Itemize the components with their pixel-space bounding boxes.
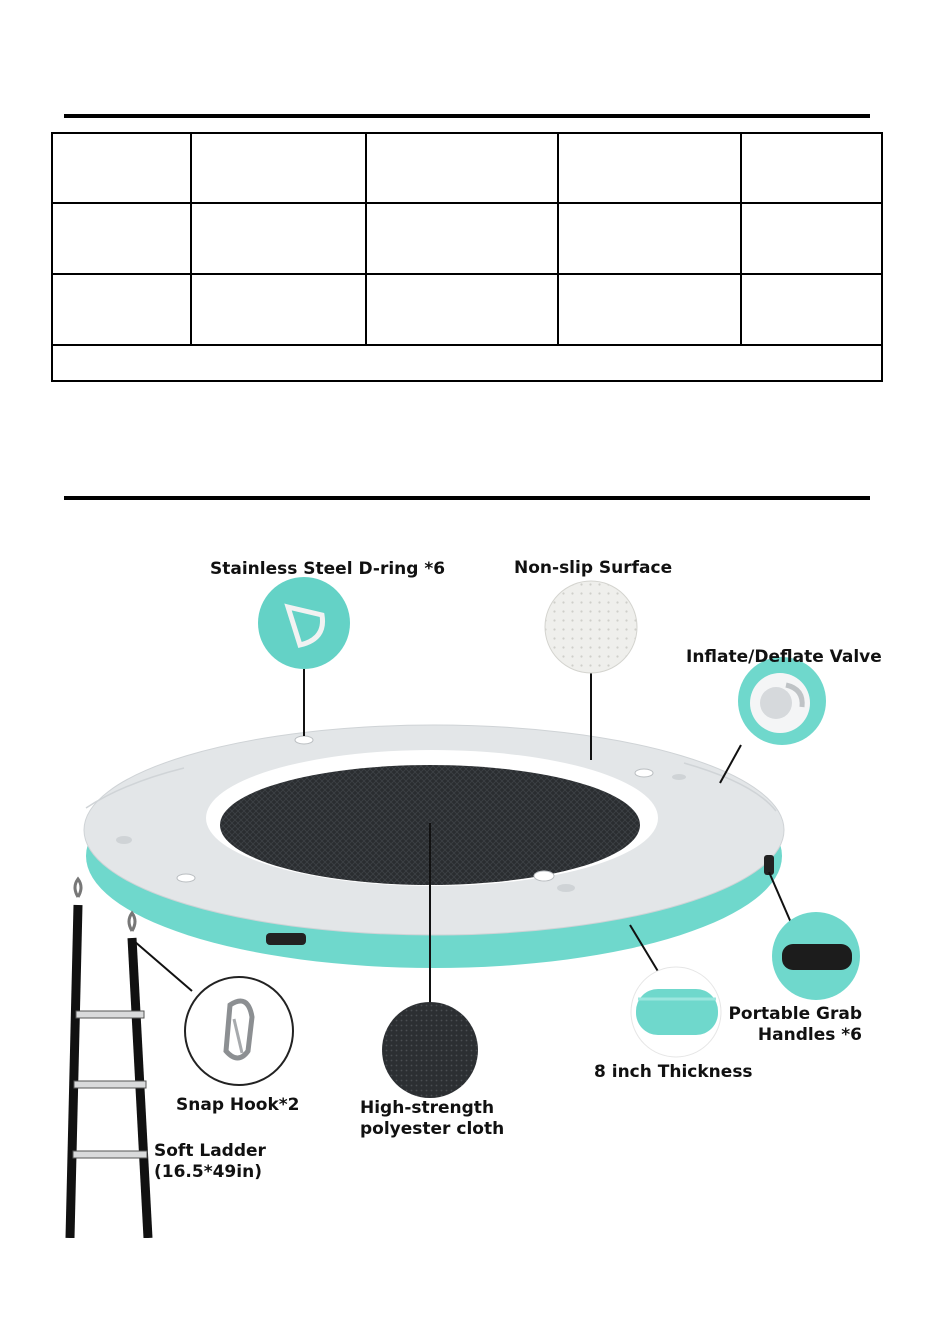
table-cell bbox=[191, 133, 366, 203]
snap-hook-icon bbox=[185, 977, 293, 1085]
d-ring-label: Stainless Steel D-ring *6 bbox=[210, 559, 446, 579]
table-row bbox=[52, 203, 882, 274]
table-cell bbox=[366, 133, 558, 203]
product-diagram bbox=[64, 553, 882, 1238]
table-cell bbox=[52, 203, 191, 274]
table-cell bbox=[741, 203, 882, 274]
ladder-label-line2: (16.5*49in) bbox=[154, 1162, 262, 1182]
top-section-rule bbox=[64, 114, 870, 118]
table-cell bbox=[52, 133, 191, 203]
thickness-label: 8 inch Thickness bbox=[594, 1062, 753, 1082]
table-cell bbox=[52, 274, 191, 345]
grab-handles-label bbox=[724, 1004, 862, 1046]
table-cell bbox=[558, 274, 741, 345]
soft-ladder-icon bbox=[70, 879, 148, 1238]
inflatable-ring bbox=[84, 725, 784, 968]
table-cell bbox=[741, 133, 882, 203]
table-row bbox=[52, 133, 882, 203]
surface-texture-icon bbox=[545, 581, 637, 673]
cloth-label-line2: polyester cloth bbox=[360, 1119, 505, 1139]
non-slip-surface-label: Non-slip Surface bbox=[514, 558, 673, 578]
tube-thickness-icon bbox=[631, 967, 721, 1057]
table-cell bbox=[558, 203, 741, 274]
ladder-label-line1: Soft Ladder bbox=[154, 1141, 266, 1161]
mesh-cloth-icon bbox=[382, 1002, 478, 1098]
grab-handle-icon bbox=[772, 912, 860, 1000]
snap-hook-label: Snap Hook*2 bbox=[176, 1095, 300, 1115]
valve-icon bbox=[738, 657, 826, 745]
diagram-section-rule bbox=[64, 496, 870, 500]
spec-table bbox=[51, 132, 883, 382]
table-footer-cell bbox=[52, 345, 882, 381]
table-footer-row bbox=[52, 345, 882, 381]
grab-handles-label-line2: Handles *6 bbox=[757, 1025, 862, 1045]
table-cell bbox=[191, 274, 366, 345]
table-cell bbox=[366, 203, 558, 274]
table-cell bbox=[366, 274, 558, 345]
d-ring-icon bbox=[258, 577, 350, 669]
table-cell bbox=[558, 133, 741, 203]
table-cell bbox=[191, 203, 366, 274]
cloth-label-line1: High-strength bbox=[360, 1098, 495, 1118]
grab-handles-label-line1: Portable Grab bbox=[728, 1004, 862, 1024]
table-cell bbox=[741, 274, 882, 345]
table-row bbox=[52, 274, 882, 345]
cloth-label bbox=[360, 1098, 504, 1140]
valve-label: Inflate/Deflate Valve bbox=[686, 647, 882, 667]
ladder-label bbox=[154, 1141, 266, 1183]
